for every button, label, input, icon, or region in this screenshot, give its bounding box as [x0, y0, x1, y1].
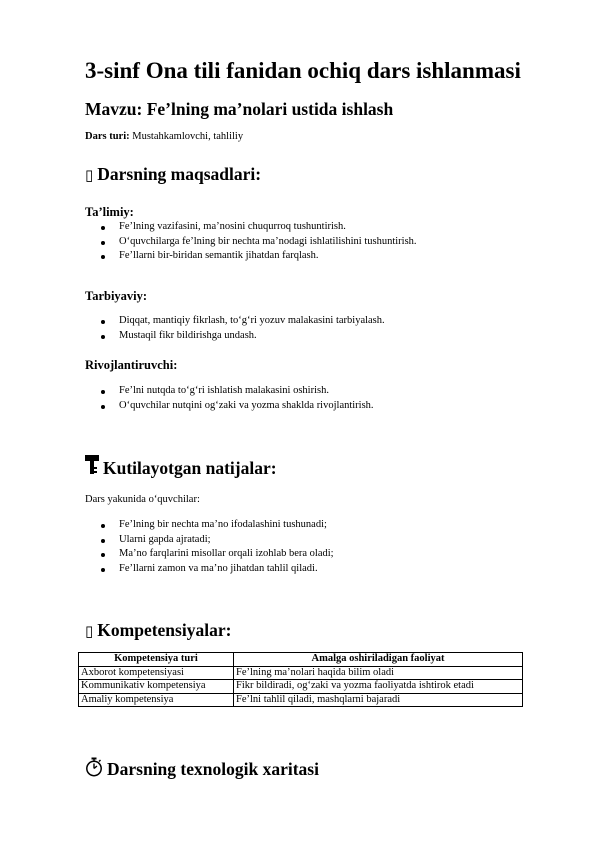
list-item: O‘quvchilarga fe’lning bir nechta ma’nodagi ishlatilishini tushuntirish. — [85, 235, 417, 250]
outcomes-list — [85, 518, 334, 576]
table-header-cell: Amalga oshiriladigan faoliyat — [234, 653, 523, 667]
table-cell: Axborot kompetensiyasi — [79, 666, 234, 680]
table-header-cell: Kompetensiya turi — [79, 653, 234, 667]
missing-glyph-box-icon: ▯ — [85, 622, 94, 640]
table-cell: Kommunikativ kompetensiya — [79, 680, 234, 694]
list-item: O‘quvchilar nutqini og‘zaki va yozma shaklda rivojlantirish. — [85, 399, 374, 414]
outcomes-intro: Dars yakunida o‘quvchilar: — [85, 494, 200, 505]
competencies-heading — [85, 620, 231, 641]
table-header-row — [79, 653, 523, 667]
table-row — [79, 693, 523, 707]
developmental-list — [85, 384, 374, 413]
key-icon — [85, 455, 99, 479]
lesson-type-value: Mustahkamlovchi, tahliliy — [132, 131, 244, 142]
list-item: Ma’no farqlarini misollar orqali izohlab bera oladi; — [85, 547, 334, 562]
list-item: Fe’lning bir nechta ma’no ifodalashini tushunadi; — [85, 518, 334, 533]
competencies-table — [78, 652, 523, 707]
list-item: Diqqat, mantiqiy fikrlash, to‘g‘ri yozuv malakasini tarbiyalash. — [85, 314, 385, 329]
table-row — [79, 680, 523, 694]
goals-heading-text: Darsning maqsadlari: — [97, 164, 262, 184]
list-item: Fe’llarni bir-biridan semantik jihatdan farqlash. — [85, 249, 417, 264]
outcomes-heading — [85, 455, 277, 479]
tech-map-heading — [85, 757, 319, 780]
topic-heading: Mavzu: Fe’lning ma’nolari ustida ishlash — [85, 99, 394, 119]
missing-glyph-box-icon: ▯ — [85, 166, 94, 184]
document-title: 3-sinf Ona tili fanidan ochiq dars ishlanmasi — [85, 58, 521, 83]
list-item: Fe’lni nutqda to‘g‘ri ishlatish malakasini oshirish. — [85, 384, 374, 399]
table-cell: Fe’lning ma’nolari haqida bilim oladi — [234, 666, 523, 680]
list-item: Fe’llarni zamon va ma’no jihatdan tahlil qiladi. — [85, 562, 334, 577]
list-item: Mustaqil fikr bildirishga undash. — [85, 329, 385, 344]
stopwatch-icon — [85, 757, 103, 780]
list-item: Fe’lning vazifasini, ma’nosini chuqurroq tushuntirish. — [85, 220, 417, 235]
lesson-type-label: Dars turi: — [85, 131, 130, 142]
table-cell: Amaliy kompetensiya — [79, 693, 234, 707]
upbringing-list — [85, 314, 385, 343]
goals-heading — [85, 164, 261, 185]
lesson-type — [85, 131, 243, 142]
outcomes-heading-text: Kutilayotgan natijalar: — [103, 458, 277, 478]
tech-map-heading-text: Darsning texnologik xaritasi — [107, 759, 319, 779]
educational-heading: Ta’limiy: — [85, 205, 134, 219]
developmental-heading: Rivojlantiruvchi: — [85, 358, 178, 372]
upbringing-heading: Tarbiyaviy: — [85, 289, 148, 303]
table-row — [79, 666, 523, 680]
table-cell: Fe’lni tahlil qiladi, mashqlarni bajaradi — [234, 693, 523, 707]
table-cell: Fikr bildiradi, og‘zaki va yozma faoliyatda ishtirok etadi — [234, 680, 523, 694]
educational-list — [85, 220, 417, 264]
list-item: Ularni gapda ajratadi; — [85, 533, 334, 548]
competencies-heading-text: Kompetensiyalar: — [97, 620, 232, 640]
